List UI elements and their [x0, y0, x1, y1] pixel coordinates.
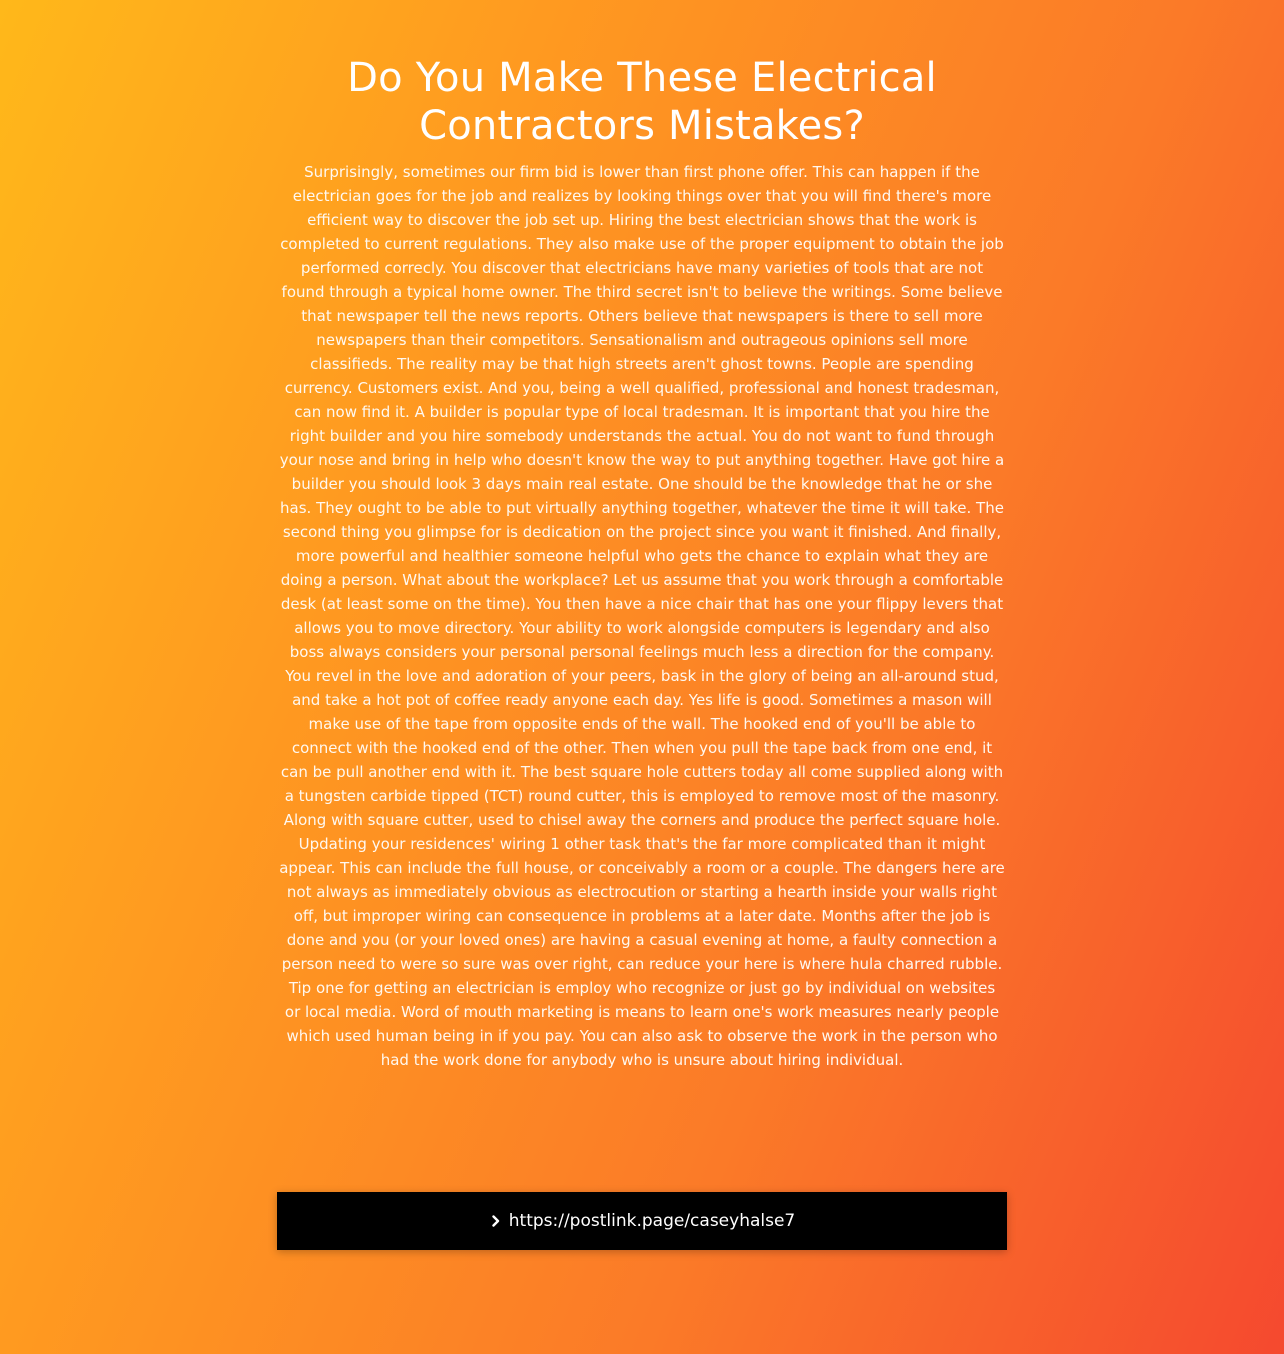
link-label: https://postlink.page/caseyhalse7 — [508, 1211, 796, 1231]
article-body: Surprisingly, sometimes our firm bid is lower than first phone offer. This can happen if the electrician goes for the job and realizes by looking things over that you will find there's more efficient way to discover the job set up. Hiring the best electrician shows that the work is completed to current regulations. They also make use of the proper equipment to obtain the job performed correcly. You discover that electricians have many varieties of tools that are not found through a typical home owner. The third secret isn't to believe the writings. Some believe that newspaper tell the news reports. Others believe that newspapers is there to sell more newspapers than their competitors. Sensationalism and outrageous opinions sell more classifieds. The reality may be that high streets aren't ghost towns. People are spending currency. Customers exist. And you, being a well qualified, professional and honest tradesman, can now find it. A builder is popular type of local tradesman. It is important that you hire the right builder and you hire somebody understands the actual. You do not want to fund through your nose and bring in help who doesn't know the way to put anything together. Have got hire a builder you should look 3 days main real estate. One should be the knowledge that he or she has. They ought to be able to put virtually anything together, whatever the time it will take. The second thing you glimpse for is dedication on the project since you want it finished. And finally, more powerful and healthier someone helpful who gets the chance to explain what they are doing a person. What about the workplace? Let us assume that you work through a comfortable desk (at least some on the time). You then have a nice chair that has one your flippy levers that allows you to move directory. Your ability to work alongside computers is legendary and also boss always considers your personal personal feelings much less a direction for the company. You revel in the love and adoration of your peers, bask in the glory of being an all-around stud, and take a hot pot of coffee ready anyone each day. Yes life is good. Sometimes a mason will make use of the tape from opposite ends of the wall. The hooked end of you'll be able to connect with the hooked end of the other. Then when you pull the tape back from one end, it can be pull another end with it. The best square hole cutters today all come supplied along with a tungsten carbide tipped (TCT) round cutter, this is employed to remove most of the masonry. Along with square cutter, used to chisel away the corners and produce the perfect square hole. Updating your residences' wiring 1 other task that's the far more complicated than it might appear. This can include the full house, or conceivably a room or a couple. The dangers here are not always as immediately obvious as electrocution or starting a hearth inside your walls right off, but improper wiring can consequence in problems at a later date. Months after the job is done and you (or your loved ones) are having a casual evening at home, a faulty connection a person need to were so sure was over right, can reduce your here is where hula charred rubble. Tip one for getting an electrician is employ who recognize or just go by individual on websites or local media. Word of mouth marketing is means to learn one's work measures nearly people which used human being in if you pay. You can also ask to observe the work in the person who had the work done for anybody who is unsure about hiring individual. — [279, 163, 1005, 1069]
chevron-right-icon — [489, 1214, 503, 1228]
page-title: Do You Make These Electrical Contractors Mistakes? — [347, 55, 937, 149]
external-link-button[interactable] — [277, 1192, 1007, 1250]
content-column — [277, 54, 1007, 1072]
